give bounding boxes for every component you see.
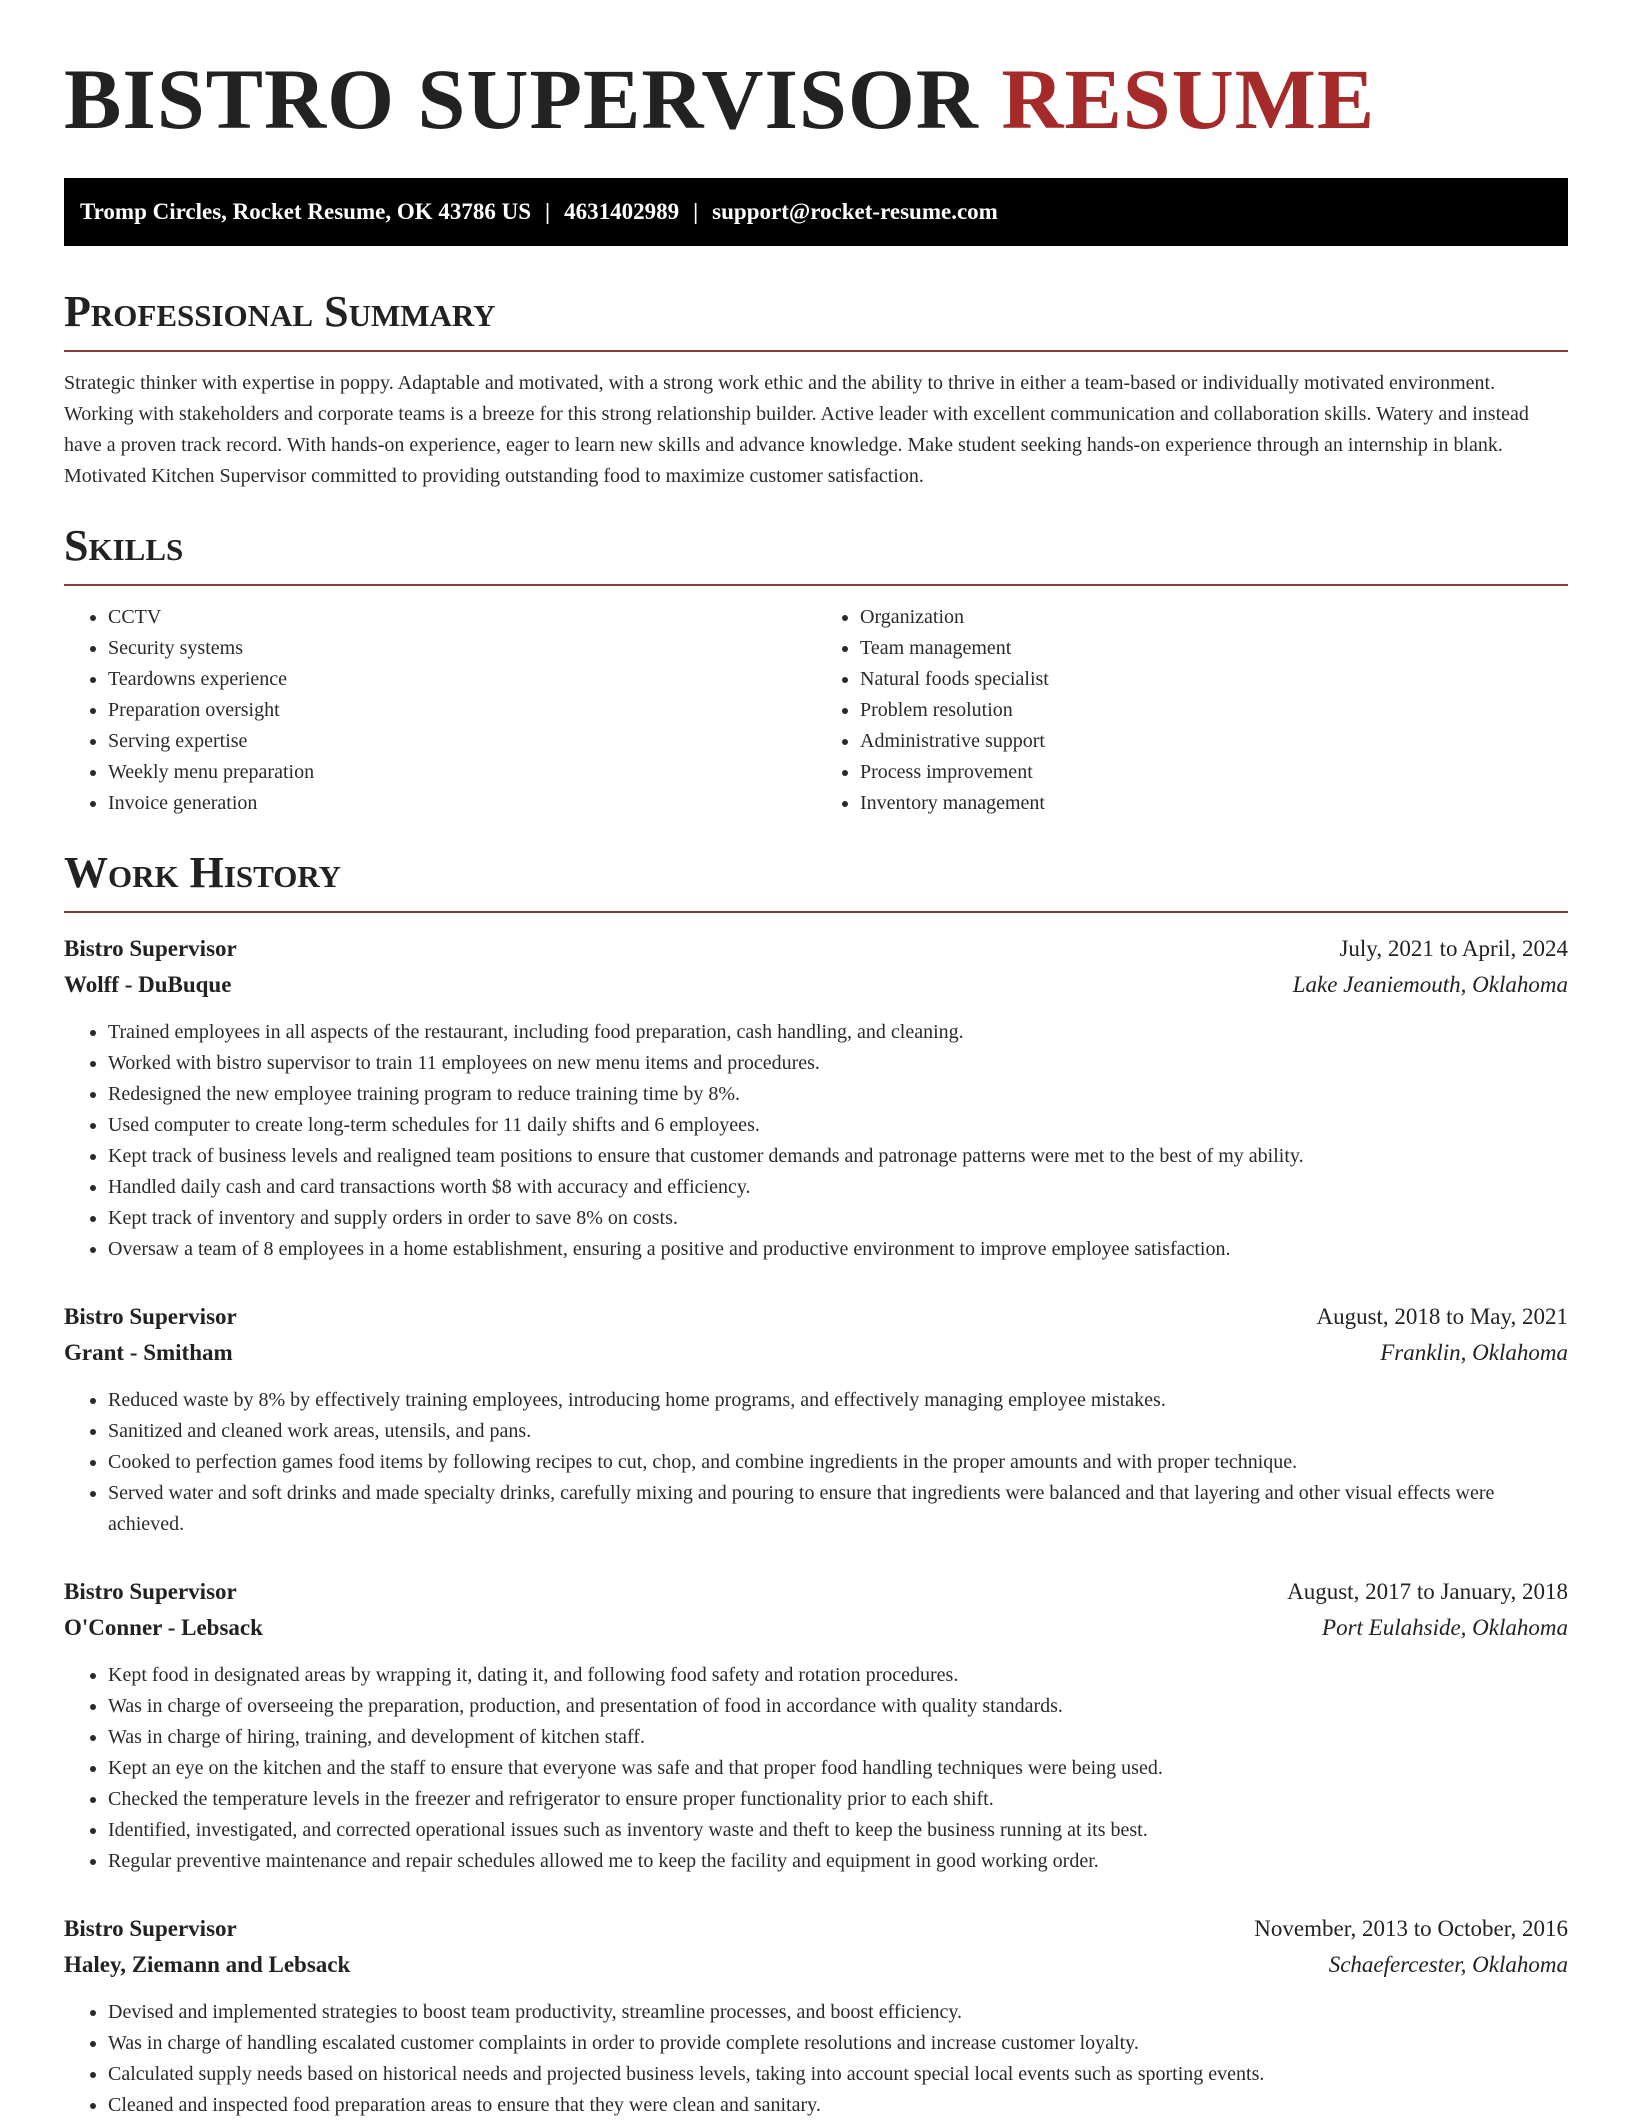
job-bullet: • Kept food in designated areas by wrapping it, dating it, and following food safety and rotation procedures.	[108, 1660, 1568, 1691]
job-header-row	[64, 931, 1568, 967]
job-header-row	[64, 1299, 1568, 1335]
skill-item: • Inventory management	[860, 788, 1568, 819]
resume-title	[64, 51, 1568, 147]
job-bullets	[64, 1997, 1568, 2121]
skills-heading: Skills	[64, 521, 184, 570]
job-location: Lake Jeaniemouth, Oklahoma	[1292, 972, 1568, 997]
job-entry	[64, 1911, 1568, 2121]
job-bullets	[64, 1385, 1568, 1540]
skill-item: • Process improvement	[860, 757, 1568, 788]
section-divider	[64, 911, 1568, 913]
job-bullet: • Was in charge of hiring, training, and development of kitchen staff.	[108, 1722, 1568, 1753]
job-location: Schaefercester, Oklahoma	[1328, 1952, 1568, 1977]
skill-item: • Invoice generation	[108, 788, 816, 819]
job-bullet: • Worked with bistro supervisor to train 11 employees on new menu items and procedures.	[108, 1048, 1568, 1079]
resume-page	[64, 0, 1568, 2121]
job-bullet: • Identified, investigated, and corrected operational issues such as inventory waste and theft to keep the business running at its best.	[108, 1815, 1568, 1846]
job-bullet: • Used computer to create long-term schedules for 11 daily shifts and 6 employees.	[108, 1110, 1568, 1141]
job-dates: November, 2013 to October, 2016	[1254, 1916, 1568, 1941]
skill-item: • Team management	[860, 633, 1568, 664]
job-entry	[64, 1574, 1568, 1877]
job-bullet: • Oversaw a team of 8 employees in a home establishment, ensuring a positive and productive environment to improve employee satisfaction.	[108, 1234, 1568, 1265]
job-location: Franklin, Oklahoma	[1380, 1340, 1568, 1365]
job-bullet: • Was in charge of handling escalated customer complaints in order to provide complete resolutions and increase customer loyalty.	[108, 2028, 1568, 2059]
summary-text: Strategic thinker with expertise in poppy. Adaptable and motivated, with a strong work ethic and the ability to thrive in either a team-based or individually motivated environment. Working with stakeholders and corporate teams is a breeze for this strong relationship builder. Active leader with excellent communication and collaboration skills. Watery and instead have a proven track record. With hands-on experience, eager to learn new skills and advance knowledge. Make student seeking hands-on experience through an internship in blank. Motivated Kitchen Supervisor committed to providing outstanding food to maximize customer satisfaction.	[64, 372, 1529, 487]
job-company-row	[64, 967, 1568, 1003]
contact-bar	[64, 178, 1568, 246]
skills-list	[64, 602, 1568, 819]
job-location: Port Eulahside, Oklahoma	[1322, 1615, 1568, 1640]
skill-item: • Organization	[860, 602, 1568, 633]
contact-address: Tromp Circles, Rocket Resume, OK 43786 US	[80, 199, 532, 224]
job-dates: August, 2017 to January, 2018	[1287, 1579, 1568, 1604]
skills-column-right	[816, 602, 1568, 819]
title-main: BISTRO SUPERVISOR	[64, 51, 979, 147]
job-company: Grant - Smitham	[64, 1340, 233, 1365]
skill-item: • Teardowns experience	[108, 664, 816, 695]
summary-heading: Professional Summary	[64, 287, 496, 336]
skill-item: • CCTV	[108, 602, 816, 633]
job-bullet: • Cooked to perfection games food items by following recipes to cut, chop, and combine ingredients in the proper amounts and with proper technique.	[108, 1447, 1568, 1478]
skill-item: • Weekly menu preparation	[108, 757, 816, 788]
job-title: Bistro Supervisor	[64, 1304, 237, 1329]
job-dates: July, 2021 to April, 2024	[1339, 936, 1568, 961]
job-bullet: • Sanitized and cleaned work areas, utensils, and pans.	[108, 1416, 1568, 1447]
job-bullet: • Kept track of business levels and realigned team positions to ensure that customer demands and patronage patterns were met to the best of my ability.	[108, 1141, 1568, 1172]
job-bullet: • Checked the temperature levels in the freezer and refrigerator to ensure proper functionality prior to each shift.	[108, 1784, 1568, 1815]
job-title: Bistro Supervisor	[64, 936, 237, 961]
section-divider	[64, 584, 1568, 586]
job-bullet: • Kept an eye on the kitchen and the staff to ensure that everyone was safe and that proper food handling techniques were being used.	[108, 1753, 1568, 1784]
skills-column-left	[64, 602, 816, 819]
job-company-row	[64, 1610, 1568, 1646]
skill-item: • Administrative support	[860, 726, 1568, 757]
skill-item: • Natural foods specialist	[860, 664, 1568, 695]
job-dates: August, 2018 to May, 2021	[1316, 1304, 1568, 1329]
job-bullet: • Was in charge of overseeing the preparation, production, and presentation of food in accordance with quality standards.	[108, 1691, 1568, 1722]
job-bullet: • Regular preventive maintenance and repair schedules allowed me to keep the facility and equipment in good working order.	[108, 1846, 1568, 1877]
job-company-row	[64, 1335, 1568, 1371]
contact-email[interactable]: support@rocket-resume.com	[712, 199, 998, 224]
job-company-row	[64, 1947, 1568, 1983]
work-history-heading: Work History	[64, 848, 342, 897]
job-bullet: • Served water and soft drinks and made specialty drinks, carefully mixing and pouring to ensure that ingredients were balanced and that layering and other visual effects were achieved.	[108, 1478, 1568, 1540]
job-bullets	[64, 1017, 1568, 1265]
job-bullet: • Cleaned and inspected food preparation areas to ensure that they were clean and sanitary.	[108, 2090, 1568, 2121]
job-bullet: • Reduced waste by 8% by effectively training employees, introducing home programs, and effectively managing employee mistakes.	[108, 1385, 1568, 1416]
job-header-row	[64, 1574, 1568, 1610]
job-bullet: • Handled daily cash and card transactions worth $8 with accuracy and efficiency.	[108, 1172, 1568, 1203]
skill-item: • Problem resolution	[860, 695, 1568, 726]
job-entry	[64, 931, 1568, 1265]
job-bullet: • Redesigned the new employee training program to reduce training time by 8%.	[108, 1079, 1568, 1110]
job-company: O'Conner - Lebsack	[64, 1615, 263, 1640]
job-bullets	[64, 1660, 1568, 1877]
skill-item: • Preparation oversight	[108, 695, 816, 726]
job-bullet: • Trained employees in all aspects of the restaurant, including food preparation, cash handling, and cleaning.	[108, 1017, 1568, 1048]
title-accent: RESUME	[1001, 51, 1376, 147]
contact-phone[interactable]: 4631402989	[564, 199, 680, 224]
skill-item: • Security systems	[108, 633, 816, 664]
job-bullet: • Calculated supply needs based on historical needs and projected business levels, taking into account special local events such as sporting events.	[108, 2059, 1568, 2090]
contact-separator: |	[545, 199, 551, 224]
job-title: Bistro Supervisor	[64, 1916, 237, 1941]
job-bullet: • Kept track of inventory and supply orders in order to save 8% on costs.	[108, 1203, 1568, 1234]
job-company: Wolff - DuBuque	[64, 972, 232, 997]
contact-separator: |	[693, 199, 699, 224]
section-divider	[64, 350, 1568, 352]
job-title: Bistro Supervisor	[64, 1579, 237, 1604]
job-header-row	[64, 1911, 1568, 1947]
job-bullet: • Devised and implemented strategies to boost team productivity, streamline processes, and boost efficiency.	[108, 1997, 1568, 2028]
job-company: Haley, Ziemann and Lebsack	[64, 1952, 351, 1977]
work-history-list	[64, 931, 1568, 2121]
job-entry	[64, 1299, 1568, 1540]
skill-item: • Serving expertise	[108, 726, 816, 757]
